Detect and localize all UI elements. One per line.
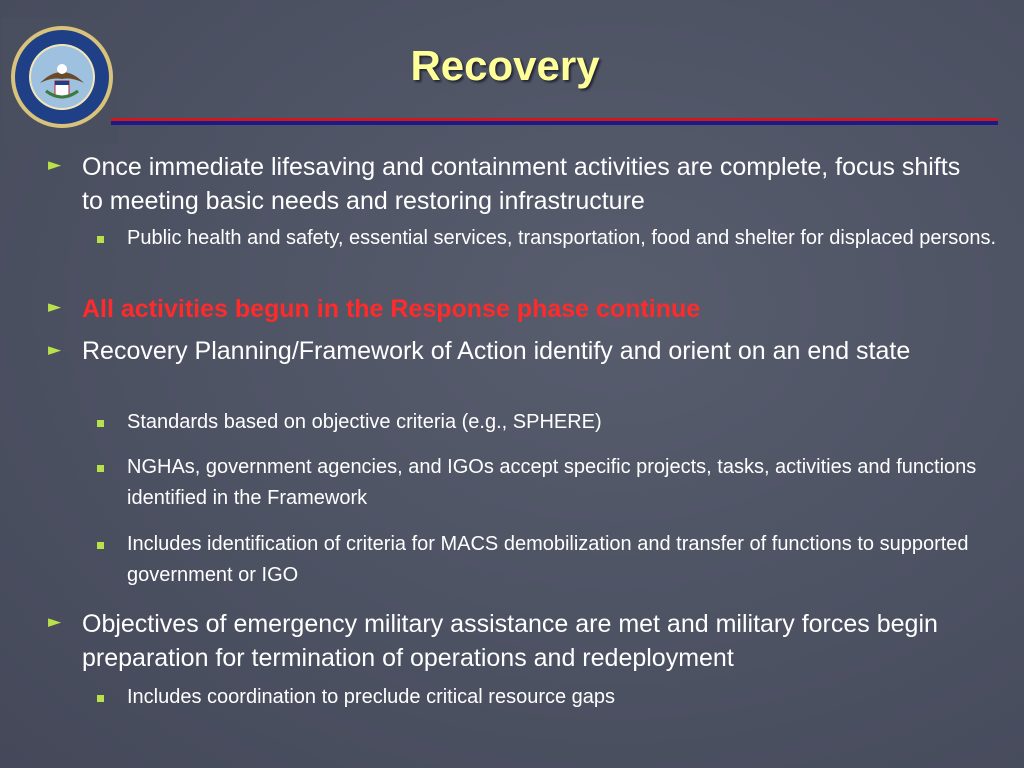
bullet-level2: Includes identification of criteria for MACS demobilization and transfer of functions to supported government or IGO <box>127 533 969 586</box>
bullet-square-icon <box>97 236 104 243</box>
bullet-level2: Public health and safety, essential services, transportation, food and shelter for displaced persons. <box>127 227 997 249</box>
title-rule-blue <box>111 121 998 125</box>
bullet-square-icon <box>97 542 104 549</box>
bullet-level1: Objectives of emergency military assistance are met and military forces begin preparation for termination of operations and redeployment <box>82 610 938 672</box>
bullet-arrow-icon: ► <box>48 612 62 632</box>
bullet-square-icon <box>97 420 104 427</box>
bullet-level2: NGHAs, government agencies, and IGOs accept specific projects, tasks, activities and functions identified in the Framework <box>127 456 977 509</box>
slide-title: Recovery <box>410 42 600 89</box>
bullet-level1: Recovery Planning/Framework of Action identify and orient on an end state <box>82 337 911 365</box>
bullet-square-icon <box>97 465 104 472</box>
bullet-level1: Once immediate lifesaving and containment activities are complete, focus shifts to meeting basic needs and restoring infrastructure <box>82 153 961 215</box>
bullet-level1-emphasis: All activities begun in the Response phase continue <box>82 295 701 323</box>
bullet-square-icon <box>97 695 104 702</box>
bullet-arrow-icon: ► <box>48 297 62 317</box>
bullet-arrow-icon: ► <box>48 155 62 175</box>
bullet-arrow-icon: ► <box>48 340 62 360</box>
bullet-level2: Includes coordination to preclude critical resource gaps <box>127 686 616 708</box>
bullet-level2: Standards based on objective criteria (e.g., SPHERE) <box>127 411 602 433</box>
